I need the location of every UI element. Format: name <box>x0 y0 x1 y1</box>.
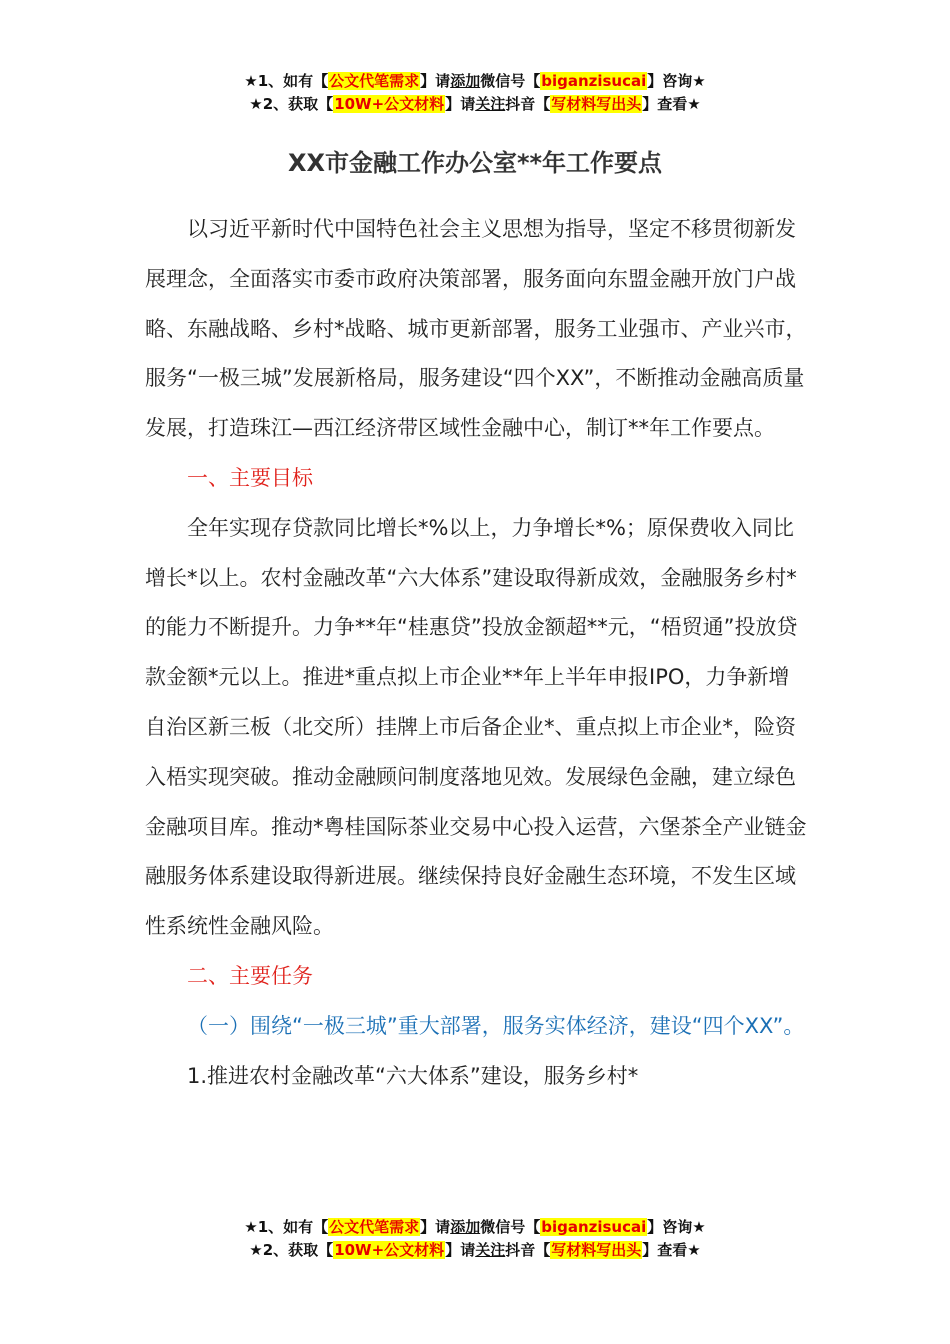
task-item-1: 1.推进农村金融改革“六大体系”建设，服务乡村* <box>187 1063 639 1088</box>
highlight-materials: 10W+公文材料 <box>334 1241 445 1259</box>
promo-banner-top <box>0 70 950 116</box>
section-heading-goals: 一、主要目标 <box>187 465 313 490</box>
highlight-wechat-id: biganzisucai <box>541 72 647 90</box>
subsection-heading-1: （一）围绕“一极三城”重大部署，服务实体经济，建设“四个XX”。 <box>187 1013 805 1038</box>
promo-banner-bottom <box>0 1216 950 1262</box>
document-title: XX市金融工作办公室**年工作要点 <box>287 149 663 177</box>
promo-line-2: ★2、获取【10W+公文材料】请关注抖音【写材料写出头】查看★ <box>249 1241 701 1259</box>
highlight-service: 公文代笔需求 <box>329 1218 420 1236</box>
promo-line-2: ★2、获取【10W+公文材料】请关注抖音【写材料写出头】查看★ <box>249 95 701 113</box>
intro-paragraph: 以习近平新时代中国特色社会主义思想为指导，坚定不移贯彻新发展理念，全面落实市委市政府决策部署，服务面向东盟金融开放门户战略、东融战略、乡村*战略、城市更新部署，服务工业强市、产业兴市，服务“一极三城”发展新格局，服务建设“四个XX”，不断推动金融高质量发展，打造珠江—西江经济带区域性金融中心，制订**年工作要点。 <box>145 217 807 441</box>
highlight-service: 公文代笔需求 <box>329 72 420 90</box>
highlight-materials: 10W+公文材料 <box>334 95 445 113</box>
highlight-wechat-id: biganzisucai <box>541 1218 647 1236</box>
promo-line-1: ★1、如有【公文代笔需求】请添加微信号【biganzisucai】咨询★ <box>244 72 706 90</box>
highlight-douyin: 写材料写出头 <box>551 1241 642 1259</box>
document-body <box>145 205 810 1101</box>
promo-line-1: ★1、如有【公文代笔需求】请添加微信号【biganzisucai】咨询★ <box>244 1218 706 1236</box>
highlight-douyin: 写材料写出头 <box>551 95 642 113</box>
section-heading-tasks: 二、主要任务 <box>187 963 313 988</box>
goals-paragraph: 全年实现存贷款同比增长*%以上，力争增长*%；原保费收入同比增长*以上。农村金融改革“六大体系”建设取得新成效，金融服务乡村*的能力不断提升。力争**年“桂惠贷”投放金额超**元，“梧贸通”投放贷款金额*元以上。推进*重点拟上市企业**年上半年申报IPO，力争新增自治区新三板（北交所）挂牌上市后备企业*、重点拟上市企业*，险资入梧实现突破。推动金融顾问制度落地见效。发展绿色金融，建立绿色金融项目库。推动*粤桂国际茶业交易中心投入运营，六堡茶全产业链金融服务体系建设取得新进展。继续保持良好金融生态环境，不发生区域性系统性金融风险。 <box>145 515 807 939</box>
